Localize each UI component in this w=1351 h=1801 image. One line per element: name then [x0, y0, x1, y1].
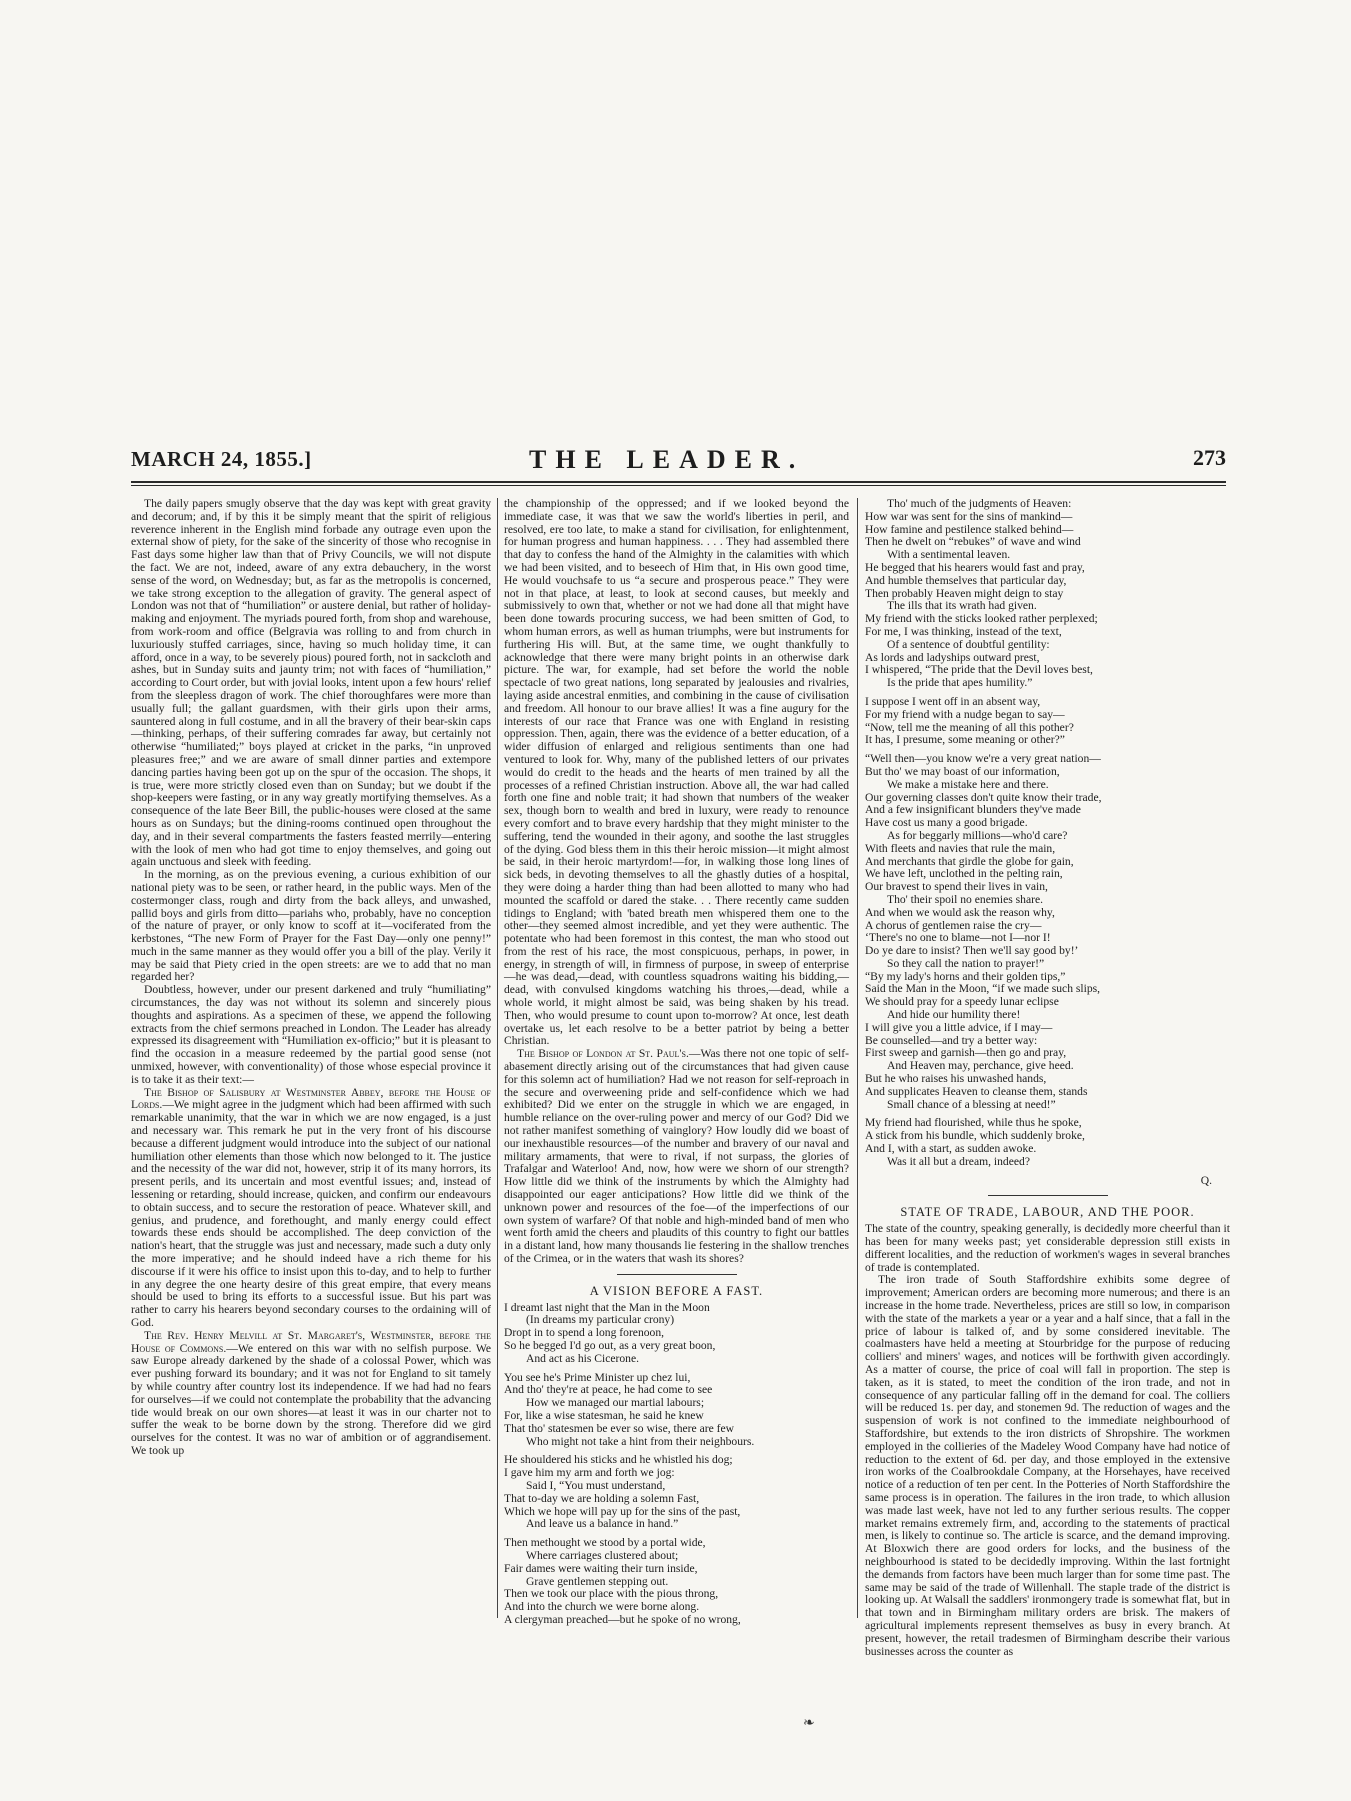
poem-line: And supplicates Heaven to cleanse them, stands — [865, 1084, 1088, 1098]
poem-line: And a few insignificant blunders they've made — [865, 803, 1081, 817]
paragraph: Doubtless, however, under our present darkened and truly “humiliating” circumstances, the day was not without its solemn and sincerely pious thoughts and aspirations. As a specimen of these, we append the following extracts from the chief sermons preached in London. The Leader has already expressed its disagreement with “Humiliation ex-officio;” but it is pleasant to find the occasion in a measure redeemed by the partial good sense (not unmixed, however, with conventionality) of those whose especial province it is to take it as their text:— — [131, 983, 491, 1086]
poem-line: My friend with the sticks looked rather perplexed; — [865, 612, 1098, 626]
poem-line: Said the Man in the Moon, “if we made such slips, — [865, 982, 1101, 996]
poem-line: But he who raises his unwashed hands, — [865, 1072, 1047, 1086]
poem-line: “By my lady's horns and their golden tips,” — [865, 969, 1066, 983]
poem-line: And act as his Cicerone. — [526, 1351, 640, 1365]
poem-line: Then probably Heaven might deign to stay — [865, 586, 1064, 600]
speaker-heading: The Rev. Henry Melvill at St. Margaret's, Westminster, before the House of Commons. — [131, 1328, 491, 1355]
poem-line: Said I, “You must understand, — [526, 1478, 666, 1492]
poem-line: I suppose I went off in an absent way, — [865, 694, 1041, 708]
paragraph: the championship of the oppressed; and if we looked beyond the immediate case, it was that we saw the world's liberties in peril, and resolved, ere too late, to make a stand for civilisation, for enlightenment, for human progress and human happiness. . . . They had assembled there that day to confess the hand of the Almighty in the calamities with which we had been visited, and to beseech of Him that, in His own good time, He would vouchsafe to us “a secure and prosperous peace.” They were not in that place, at least, to look at second causes, but meekly and submissively to own that, whether or not we had done all that might have been done towards procuring success, we had been smitten of God, to whom human errors, as well as human triumphs, were but instruments for furthering His will. But, at the same time, we ought thankfully to acknowledge that there were many bright points in an otherwise dark picture. The war, for example, had set before the world the noble spectacle of two great nations, long separated by jealousies and rivalries, laying aside ancestral enmities, and combining in the cause of civilisation and freedom. All honour to our brave allies! It was a fine augury for the interests of our race that France was one with England in resisting oppression. Then, again, there was the evidence of a better education, of a wider diffusion of enlarged and religious sentiments than one had ventured to look for. Why, many of the published letters of our privates would do credit to the heads and the hearts of men trained by all the processes of a refined Christian instruction. Above all, the war had called forth one fine and noble trait; it had shown that numbers of the weaker sex, though born to wealth and bred in luxury, were ready to renounce every comfort and to brave every hardship that they might minister to the suffering, tend the wounded in their agony, and soothe the last struggles of the dying. God bless them in this their heroic mission—it might almost be said, in their heroic martyrdom!—for, in walking those long lines of sick beds, in devoting themselves to all the ghastly duties of a hospital, they were doing a harder thing than had been allotted to many who had mounted the scaffold or dared the stake. . . There recently came sudden tidings to England; with 'bated breath men whispered them one to the other—they seemed almost incredible, and yet they were authentic. The potentate who had been foremost in this contest, the man who stood out from the rest of his race, the most conspicuous, perhaps, in power, in energy, in strength of will, in firmness of purpose, in sweep of enterprise—he was dead,—dead, with countless squadrons waiting his bidding,—dead, with convulsed kingdoms watching his throes,—dead, while a whole world, it might almost be said, was being shaken by his tread. Then, who would presume to count upon to-morrow? At once, lest death overtake us, let each resolve to be a better patriot by being a better Christian. — [504, 497, 849, 1048]
stanza — [865, 753, 1230, 1111]
poem-line: Our governing classes don't quite know their trade, — [865, 790, 1102, 804]
issue-date: MARCH 24, 1855.] — [131, 447, 312, 471]
poem-line: Who might not take a hint from their neighbours. — [526, 1434, 755, 1448]
poem-line: Tho' much of the judgments of Heaven: — [887, 497, 1072, 510]
page-number: 273 — [1193, 445, 1226, 470]
printers-ornament-icon: ❧ — [803, 1716, 815, 1731]
poem-line: Where carriages clustered about; — [526, 1548, 679, 1562]
stanza — [504, 1454, 849, 1531]
poem-line: Grave gentlemen stepping out. — [526, 1574, 669, 1588]
poem-line: We have left, unclothed in the pelting rain, — [865, 867, 1063, 881]
poem-line: You see he's Prime Minister up chez lui, — [504, 1370, 691, 1384]
poem-line: For me, I was thinking, instead of the text, — [865, 624, 1062, 638]
poem-line: So he begged I'd go out, as a very great boon, — [504, 1339, 716, 1352]
header-rule-thin — [131, 485, 1226, 486]
sermon-text: —We entered on this war with no selfish purpose. We saw Europe already darkened by the shade of a colossal Power, which was ever pushing forward its boundary; and it was not for England to sit tamely by while country after country lost its independence. If we had had no fears for ourselves—if we could not contemplate the probability that the advancing tide would break on our own shores—at least it was in our charter not to suffer the weak to be borne down by the strong. Therefore did we gird ourselves for the contest. It was no war of ambition or of aggrandisement. We took up — [131, 1341, 491, 1457]
poem — [504, 1302, 849, 1627]
poem-line: So they call the nation to prayer!” — [887, 956, 1045, 970]
poem-line: He begged that his hearers would fast and pray, — [865, 560, 1085, 574]
poem-line: With fleets and navies that rule the main, — [865, 841, 1056, 855]
stanza — [504, 1302, 849, 1366]
poem-line: “Now, tell me the meaning of all this pother? — [865, 720, 1074, 734]
poem-line: Which we hope will pay up for the sins of the past, — [504, 1504, 741, 1518]
poem-line: Our bravest to spend their lives in vain, — [865, 880, 1048, 894]
paragraph — [131, 1087, 491, 1330]
poem-line: I will give you a little advice, if I may— — [865, 1020, 1053, 1034]
stanza — [865, 498, 1230, 690]
paragraph: The iron trade of South Staffordshire exhibits some degree of improvement; American orders are becoming more numerous; and there is an increase in the home trade. Nevertheless, prices are still so low, in comparison with the state of the markets a year or a year and a half since, that a fall in the price of labour is talked of, and by some considered inevitable. The coalmasters have held a meeting at Stourbridge for the purpose of reducing colliers' and miners' wages, and notices will be forthwith given accordingly. As a matter of course, the price of coal will fall in proportion. The step is taken, as it is stated, to meet the condition of the iron trade, and not in consequence of any particular falling off in the demand for coal. The colliers will be reduced 1s. per day, and stonemen 9d. The reduction of wages and the suspension of work is not confined to the immediate neighbourhood of Staffordshire, but extends to the iron districts of Shropshire. The workmen employed in the collieries of the Madeley Wood Company have had notice of reduction to the extent of 6d. per day, and those employed in the extensive iron works of the Coalbrookdale Company, at the Horsehayes, have received notice of a reduction of ten per cent. In the Potteries of North Staffordshire the same process is in operation. The failures in the iron trade, to which allusion was made last week, have not led to any further serious results. The copper market remains extremely firm, and, according to the statements of practical men, is likely to continue so. The article is scarce, and the demand improving. At Bloxwich there are good orders for locks, and the business of the neighbourhood is stated to be decidedly improving. Within the last fortnight the demands from factors have been much larger than for some time past. The same may be said of the trade of Willenhall. The staple trade of the district is looking up. At Walsall the saddlers' ironmongery trade is somewhat flat, but in that town and in Birmingham military orders are brisk. The makers of agricultural implements represent themselves as busy in every branch. At present, however, the retail tradesmen of Birmingham describe their various businesses across the counter as — [865, 1273, 1230, 1658]
poem-line: Dropt in to spend a long forenoon, — [504, 1326, 665, 1340]
poem-line: And humble themselves that particular day, — [865, 573, 1067, 587]
poem-line: First sweep and garnish—then go and pray, — [865, 1046, 1067, 1060]
poem-line: Is the pride that apes humility.” — [887, 676, 1033, 690]
poem-line: How famine and pestilence stalked behind— — [865, 522, 1074, 536]
paragraph: The state of the country, speaking generally, is decidedly more cheerful than it has been for many weeks past; yet considerable depression still exists in different localities, and the reduction of workmen's wages in several branches of trade is contemplated. — [865, 1222, 1230, 1274]
poem-line: (In dreams my particular crony) — [526, 1313, 675, 1327]
poem-line: He shouldered his sticks and he whistled his dog; — [504, 1453, 733, 1467]
paragraph — [131, 1330, 491, 1458]
poem-line: That to-day we are holding a solemn Fast, — [504, 1491, 700, 1505]
poem-line: And hide our humility there! — [887, 1008, 1021, 1022]
poem-line: A stick from his bundle, which suddenly broke, — [865, 1129, 1085, 1143]
column-divider — [857, 498, 858, 1618]
poem-line: As lords and ladyships outward prest, — [865, 650, 1040, 664]
sermon-text: —Was there not one topic of self-abasement directly arising out of the circumstances that had given cause for this solemn act of humiliation? Had we not reason for self-reproach in the secure and overweening pride and self-confidence which we had exhibited? Did we enter on the struggle in which we are engaged, in humble reliance on the over-ruling power and mercy of our God? Did we not rather manifest something of vainglory? How loudly did we boast of our inexhaustible resources—of the number and bravery of our naval and military armaments, that were to rival, if not surpass, the glories of Trafalgar and Waterloo! And, now, how were we shorn of our strength? How little did we think of the instruments by which the Almighty had disappointed our eager anticipations? How little did we think of the unknown power and resources of the foe—of the imperfections of our own system of warfare? Of that noble and high-minded band of men who went forth amid the cheers and plaudits of this country to fight our battles in a distant land, how many thousands lie festering in the shallow trenches of the Crimea, or in the waters that wash its shores? — [504, 1047, 849, 1266]
poem-line: And when we would ask the reason why, — [865, 905, 1055, 919]
stanza — [504, 1537, 849, 1627]
column-divider — [497, 498, 498, 1618]
poem-line: Of a sentence of doubtful gentility: — [887, 637, 1050, 651]
poem-line: And I, with a start, as sudden awoke. — [865, 1142, 1037, 1156]
section-rule — [988, 1195, 1108, 1196]
poem-line: Be counselled—and try a better way: — [865, 1033, 1038, 1047]
poem-line: I whispered, “The pride that the Devil loves best, — [865, 663, 1093, 677]
poem-line: A chorus of gentlemen raise the cry— — [865, 918, 1042, 932]
paragraph: In the morning, as on the previous evening, a curious exhibition of our national piety was to be seen, or rather heard, in the public ways. Men of the costermonger class, rough and dirty from the back alleys, and unwashed, pallid boys and girls from ditto—pariahs who, probably, have no conception of the nature of prayer, or only know to scoff at it—vociferated from the kerbstones, “The new Form of Prayer for the Fast Day—only one penny!” much in the same manner as they would offer you a bill of the play. Verily it may be said that Piety cried in the open streets: are we to add that no man regarded her? — [131, 868, 491, 984]
paragraph — [504, 1048, 849, 1266]
poem-line: ‘There's no one to blame—not I—nor I! — [865, 931, 1051, 945]
column-2 — [504, 497, 849, 1626]
poem-line: We make a mistake here and there. — [887, 777, 1049, 791]
poem-line: A clergyman preached—but he spoke of no wrong, — [504, 1612, 741, 1626]
poem-line: Have cost us many a good brigade. — [865, 816, 1028, 830]
poem-line: Fair dames were waiting their turn inside, — [504, 1561, 698, 1575]
poem-line: That tho' statesmen be ever so wise, there are few — [504, 1421, 735, 1435]
poem-line: It has, I presume, some meaning or other?” — [865, 733, 1065, 747]
poem-line: Was it all but a dream, indeed? — [887, 1154, 1030, 1168]
poem-line: But tho' we may boast of our information, — [865, 764, 1060, 778]
page-header — [131, 445, 1226, 489]
poem-line: And leave us a balance in hand.” — [526, 1517, 679, 1531]
poem-line: The ills that its wrath had given. — [887, 599, 1037, 613]
sermon-text: —We might agree in the judgment which had been affirmed with such remarkable unanimity, that the war in which we are now engaged, is a just and necessary war. This remark he put in the very front of his discourse because a different judgment would introduce into the subject of our national humiliation other elements than those which now belonged to it. The justice and the necessity of the war did not, however, strip it of its many horrors, its present perils, and its uncertain and most eventful issues; and, instead of lessening or retarding, should increase, quicken, and confirm our endeavours to obtain success, and to secure the restoration of peace. Whatever skill, and genius, and prudence, and forethought, and manly energy could effect towards these ends should be accomplished. The deep conviction of the nation's heart, that the struggle was just and necessary, made such a duty only the more imperative; and he should indeed have a rich theme for his discourse if it were his office to insist upon this to-day, and to help to further in any degree the one hearty desire of this great empire, that every means should be used to bring its efforts to a successful issue. But his part was rather to carry his hearers beyond secondary courses to the ordaining will of God. — [131, 1098, 491, 1329]
poem-continued — [865, 498, 1230, 1187]
poem-signature: Q. — [1200, 1173, 1212, 1187]
poem-line: With a sentimental leaven. — [887, 548, 1011, 562]
poem-line: And merchants that girdle the globe for gain, — [865, 854, 1074, 868]
poem-line: And into the church we were borne along. — [504, 1600, 700, 1614]
poem-line: I gave him my arm and forth we jog: — [504, 1466, 675, 1480]
poem-line: Tho' their spoil no enemies share. — [887, 892, 1043, 906]
poem-line: Then we took our place with the pious throng, — [504, 1587, 719, 1601]
speaker-heading: The Bishop of Salisbury at Westminster Abbey, before the House of Lords. — [131, 1085, 491, 1112]
stanza — [504, 1372, 849, 1449]
header-rule — [131, 481, 1226, 483]
poem-line: My friend had flourished, while thus he spoke, — [865, 1116, 1082, 1130]
poem-line: How war was sent for the sins of mankind— — [865, 509, 1073, 523]
poem-title: A VISION BEFORE A FAST. — [589, 1283, 764, 1298]
column-1 — [131, 498, 491, 1618]
article-title: STATE OF TRADE, LABOUR, AND THE POOR. — [900, 1205, 1195, 1220]
poem-line: How we managed our martial labours; — [526, 1396, 705, 1410]
speaker-heading: The Bishop of London at St. Paul's. — [517, 1047, 689, 1061]
poem-line: Small chance of a blessing at need!” — [887, 1097, 1056, 1111]
newspaper-title: THE LEADER. — [529, 445, 805, 474]
poem-line: As for beggarly millions—who'd care? — [887, 828, 1068, 842]
poem-line: For, like a wise statesman, he said he knew — [504, 1408, 704, 1422]
poem-line: Do ye dare to insist? Then we'll say good by!’ — [865, 944, 1079, 958]
poem-line: We should pray for a speedy lunar eclipse — [865, 995, 1059, 1009]
poem-line: For my friend with a nudge began to say— — [865, 707, 1065, 721]
column-3 — [865, 497, 1230, 1658]
paragraph: The daily papers smugly observe that the day was kept with great gravity and decorum; and, if by this it be simply meant that the spirit of religious reverence inherent in the English mind forbade any outrage even upon the external show of piety, for the sake of the sincerity of those who recognise in Fast days some higher law than that of Privy Councils, we will not dispute the fact. We are not, indeed, aware of any extra debauchery, in the worst sense of the word, on Wednesday; but, as far as the metropolis is concerned, we take strong exception to the allegation of gravity. The general aspect of London was not that of “humiliation” or austere denial, but rather of holiday-making and enjoyment. The myriads poured forth, from shop and warehouse, from work-room and office (Belgravia was rolling to and from church in luxuriously stuffed carriages, since, having so much holiday time, it can afford, once in a way, to be severely pious) poured forth, not in sackcloth and ashes, but in Sunday suits and jaunty trim; not with faces of “humiliation,” according to Court order, but with jovial looks, intent upon a few hours' relief from the sleepless dragon of work. The chief thoroughfares were more than usually full; the gallant guardsmen, with their girls upon their arms, sauntered along in full costume, and in all the bravery of their bear-skin caps—thinking, perhaps, of their suffering comrades far away, but certainly not otherwise “humiliated;” boys played at cricket in the parks, “in unproved pleasures free;” and we are aware of small dinner parties and extempore dancing parties having been got up on the spur of the occasion. The shops, it is true, were more strictly closed even than on Sunday; but we doubt if the shop-keepers were fasting, or in any way greatly mortifying themselves. As a consequence of the late Beer Bill, the public-houses were closed at the same hours as on Sundays; but the dining-rooms continued open throughout the day, and in their several compartments the fasters feasted merrily—entering with the look of men who had got time to enjoy themselves, and going out again unctuous and sleek with feeding. — [131, 497, 491, 869]
poem-line: And tho' they're at peace, he had come to see — [504, 1383, 713, 1397]
stanza — [865, 1117, 1230, 1168]
section-rule — [617, 1274, 737, 1275]
stanza — [865, 696, 1230, 747]
poem-line: “Well then—you know we're a very great nation— — [865, 752, 1101, 766]
poem-line: I dreamt last night that the Man in the Moon — [504, 1300, 710, 1314]
poem-line: And Heaven may, perchance, give heed. — [887, 1059, 1074, 1073]
poem-line: Then he dwelt on “rebukes” of wave and wind — [865, 535, 1081, 549]
poem-line: Then methought we stood by a portal wide, — [504, 1536, 706, 1550]
